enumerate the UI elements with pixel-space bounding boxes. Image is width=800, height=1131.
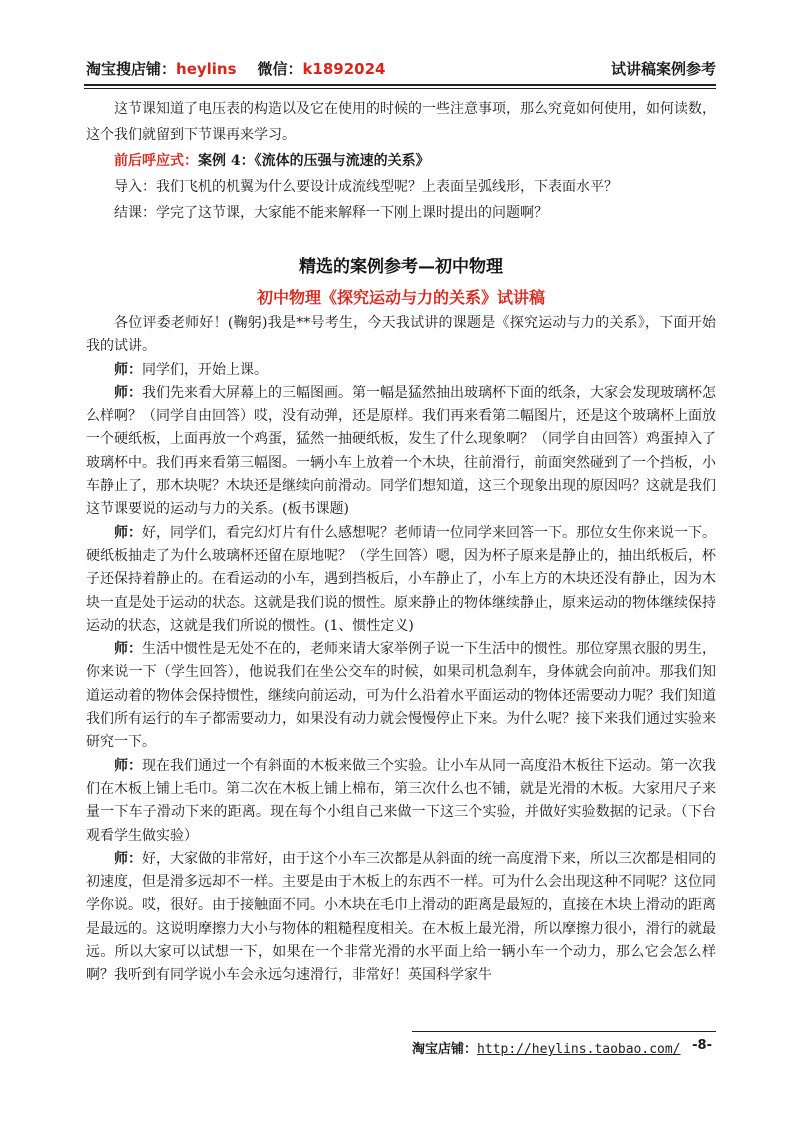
footer-rule: [412, 1031, 716, 1032]
page-number: -8-: [692, 1038, 712, 1053]
paragraph-text: 同学们，开始上课。: [142, 361, 268, 378]
transcript-paragraph: [86, 638, 716, 754]
transcript-paragraph: [86, 359, 716, 382]
case-heading: [86, 148, 716, 174]
closing-paragraph: 结课：学完了这节课，大家能不能来解释一下刚上课时提出的问题啊？: [114, 205, 548, 221]
case-title: 案例 4：《流体的压强与流速的关系》: [198, 153, 430, 169]
page-header: [86, 58, 716, 82]
header-rule-thin: [84, 88, 716, 89]
shop-id: heylins: [176, 60, 237, 78]
transcript-body: [86, 312, 716, 988]
intro-section: [86, 96, 716, 226]
transcript-paragraph: [86, 522, 716, 638]
lead-in-paragraph: 导入：我们飞机的机翼为什么要设计成流线型呢？上表面呈弧线形，下表面水平？: [114, 179, 618, 195]
intro-paragraph: 这节课知道了电压表的构造以及它在使用的时候的一些注意事项，那么究竟如何使用，如何读数，这个我们就留到下节课再来学习。: [86, 101, 716, 143]
transcript-paragraph: [86, 848, 716, 988]
header-doc-type: 试讲稿案例参考: [610, 60, 716, 78]
footer-url-link[interactable]: http://heylins.taobao.com/: [477, 1042, 681, 1057]
page-footer: [412, 1038, 716, 1057]
footer-label: 淘宝店铺：: [412, 1042, 478, 1057]
header-shop-info: [86, 58, 386, 79]
speaker-label: 师：: [114, 641, 142, 658]
wechat-label: 微信：: [257, 60, 303, 78]
speaker-label: 师：: [114, 524, 142, 541]
greeting-paragraph: 各位评委老师好！(鞠躬)我是**号考生，今天我试讲的课题是《探究运动与力的关系》，下面开始我的试讲。: [86, 315, 716, 355]
paragraph-text: 生活中惯性是无处不在的，老师来请大家举例子说一下生活中的惯性。那位穿黑衣服的男生，你来说一下（学生回答），他说我们在坐公交车的时候，如果司机急刹车，身体就会向前冲。那我们知道运动着的物体会保持惯性，继续向前运动，可为什么沿着水平面运动的物体还需要动力呢？我们知道我们所有运行的车子都需要动力，如果没有动力就会慢慢停止下来。为什么呢？接下来我们通过实验来研究一下。: [86, 641, 716, 751]
paragraph-text: 好，大家做的非常好，由于这个小车三次都是从斜面的统一高度滑下来，所以三次都是相同的初速度，但是滑多远却不一样。主要是由于木板上的东西不一样。可为什么会出现这种不同呢？这位同学你说。哎，很好。由于接触面不同。小木块在毛巾上滑动的距离是最短的，直接在木块上滑动的距离是最远的。这说明摩擦力大小与物体的粗糙程度相关。在木板上最光滑，所以摩擦力很小，滑行的就最远。所以大家可以试想一下，如果在一个非常光滑的水平面上给一辆小车一个动力，那么它会怎么样啊？我听到有同学说小车会永远匀速滑行，非常好！英国科学家牛: [86, 850, 716, 984]
wechat-id: k1892024: [302, 60, 386, 78]
case-label: 前后呼应式：: [114, 153, 198, 169]
paragraph-text: 好，同学们，看完幻灯片有什么感想呢？老师请一位同学来回答一下。那位女生你来说一下。硬纸板抽走了为什么玻璃杯还留在原地呢？（学生回答）嗯，因为杯子原来是静止的，抽出纸板后，杯子还保持着静止的。在看运动的小车，遇到挡板后，小车静止了，小车上方的木块还没有静止，因为木块一直是处于运动的状态。这就是我们说的惯性。原来静止的物体继续静止，原来运动的物体继续保持运动的状态，这就是我们所说的惯性。(1、惯性定义): [86, 524, 716, 634]
section-subtitle: 初中物理《探究运动与力的关系》试讲稿: [256, 288, 545, 307]
speaker-label: 师：: [114, 850, 142, 867]
speaker-label: 师：: [114, 757, 142, 774]
shop-label: 淘宝搜店铺：: [86, 60, 177, 78]
speaker-label: 师：: [114, 361, 142, 378]
paragraph-text: 我们先来看大屏幕上的三幅图画。第一幅是猛然抽出玻璃杯下面的纸条，大家会发现玻璃杯怎么样啊？（同学自由回答）哎，没有动弹，还是原样。我们再来看第二幅图片，还是这个玻璃杯上面放一个硬纸板，上面再放一个鸡蛋，猛然一抽硬纸板，发生了什么现象啊？（同学自由回答）鸡蛋掉入了玻璃杯中。我们再来看第三幅图。一辆小车上放着一个木块，往前滑行，前面突然碰到了一个挡板，小车静止了，那木块呢？木块还是继续向前滑动。同学们想知道，这三个现象出现的原因吗？这就是我们这节课要说的运动与力的关系。(板书课题): [86, 384, 716, 518]
transcript-paragraph: [86, 382, 716, 522]
paragraph-text: 现在我们通过一个有斜面的木板来做三个实验。让小车从同一高度沿木板往下运动。第一次我们在木板上铺上毛巾。第二次在木板上铺上棉布，第三次什么也不铺，就是光滑的木板。大家用尺子来量一下车子滑动下来的距离。现在每个小组自己来做一下这三个实验，并做好实验数据的记录。（下台观看学生做实验）: [86, 757, 716, 844]
section-title: 精选的案例参考—初中物理: [299, 257, 503, 277]
header-rule: [84, 84, 716, 86]
transcript-paragraph: [86, 755, 716, 848]
speaker-label: 师：: [114, 384, 142, 401]
